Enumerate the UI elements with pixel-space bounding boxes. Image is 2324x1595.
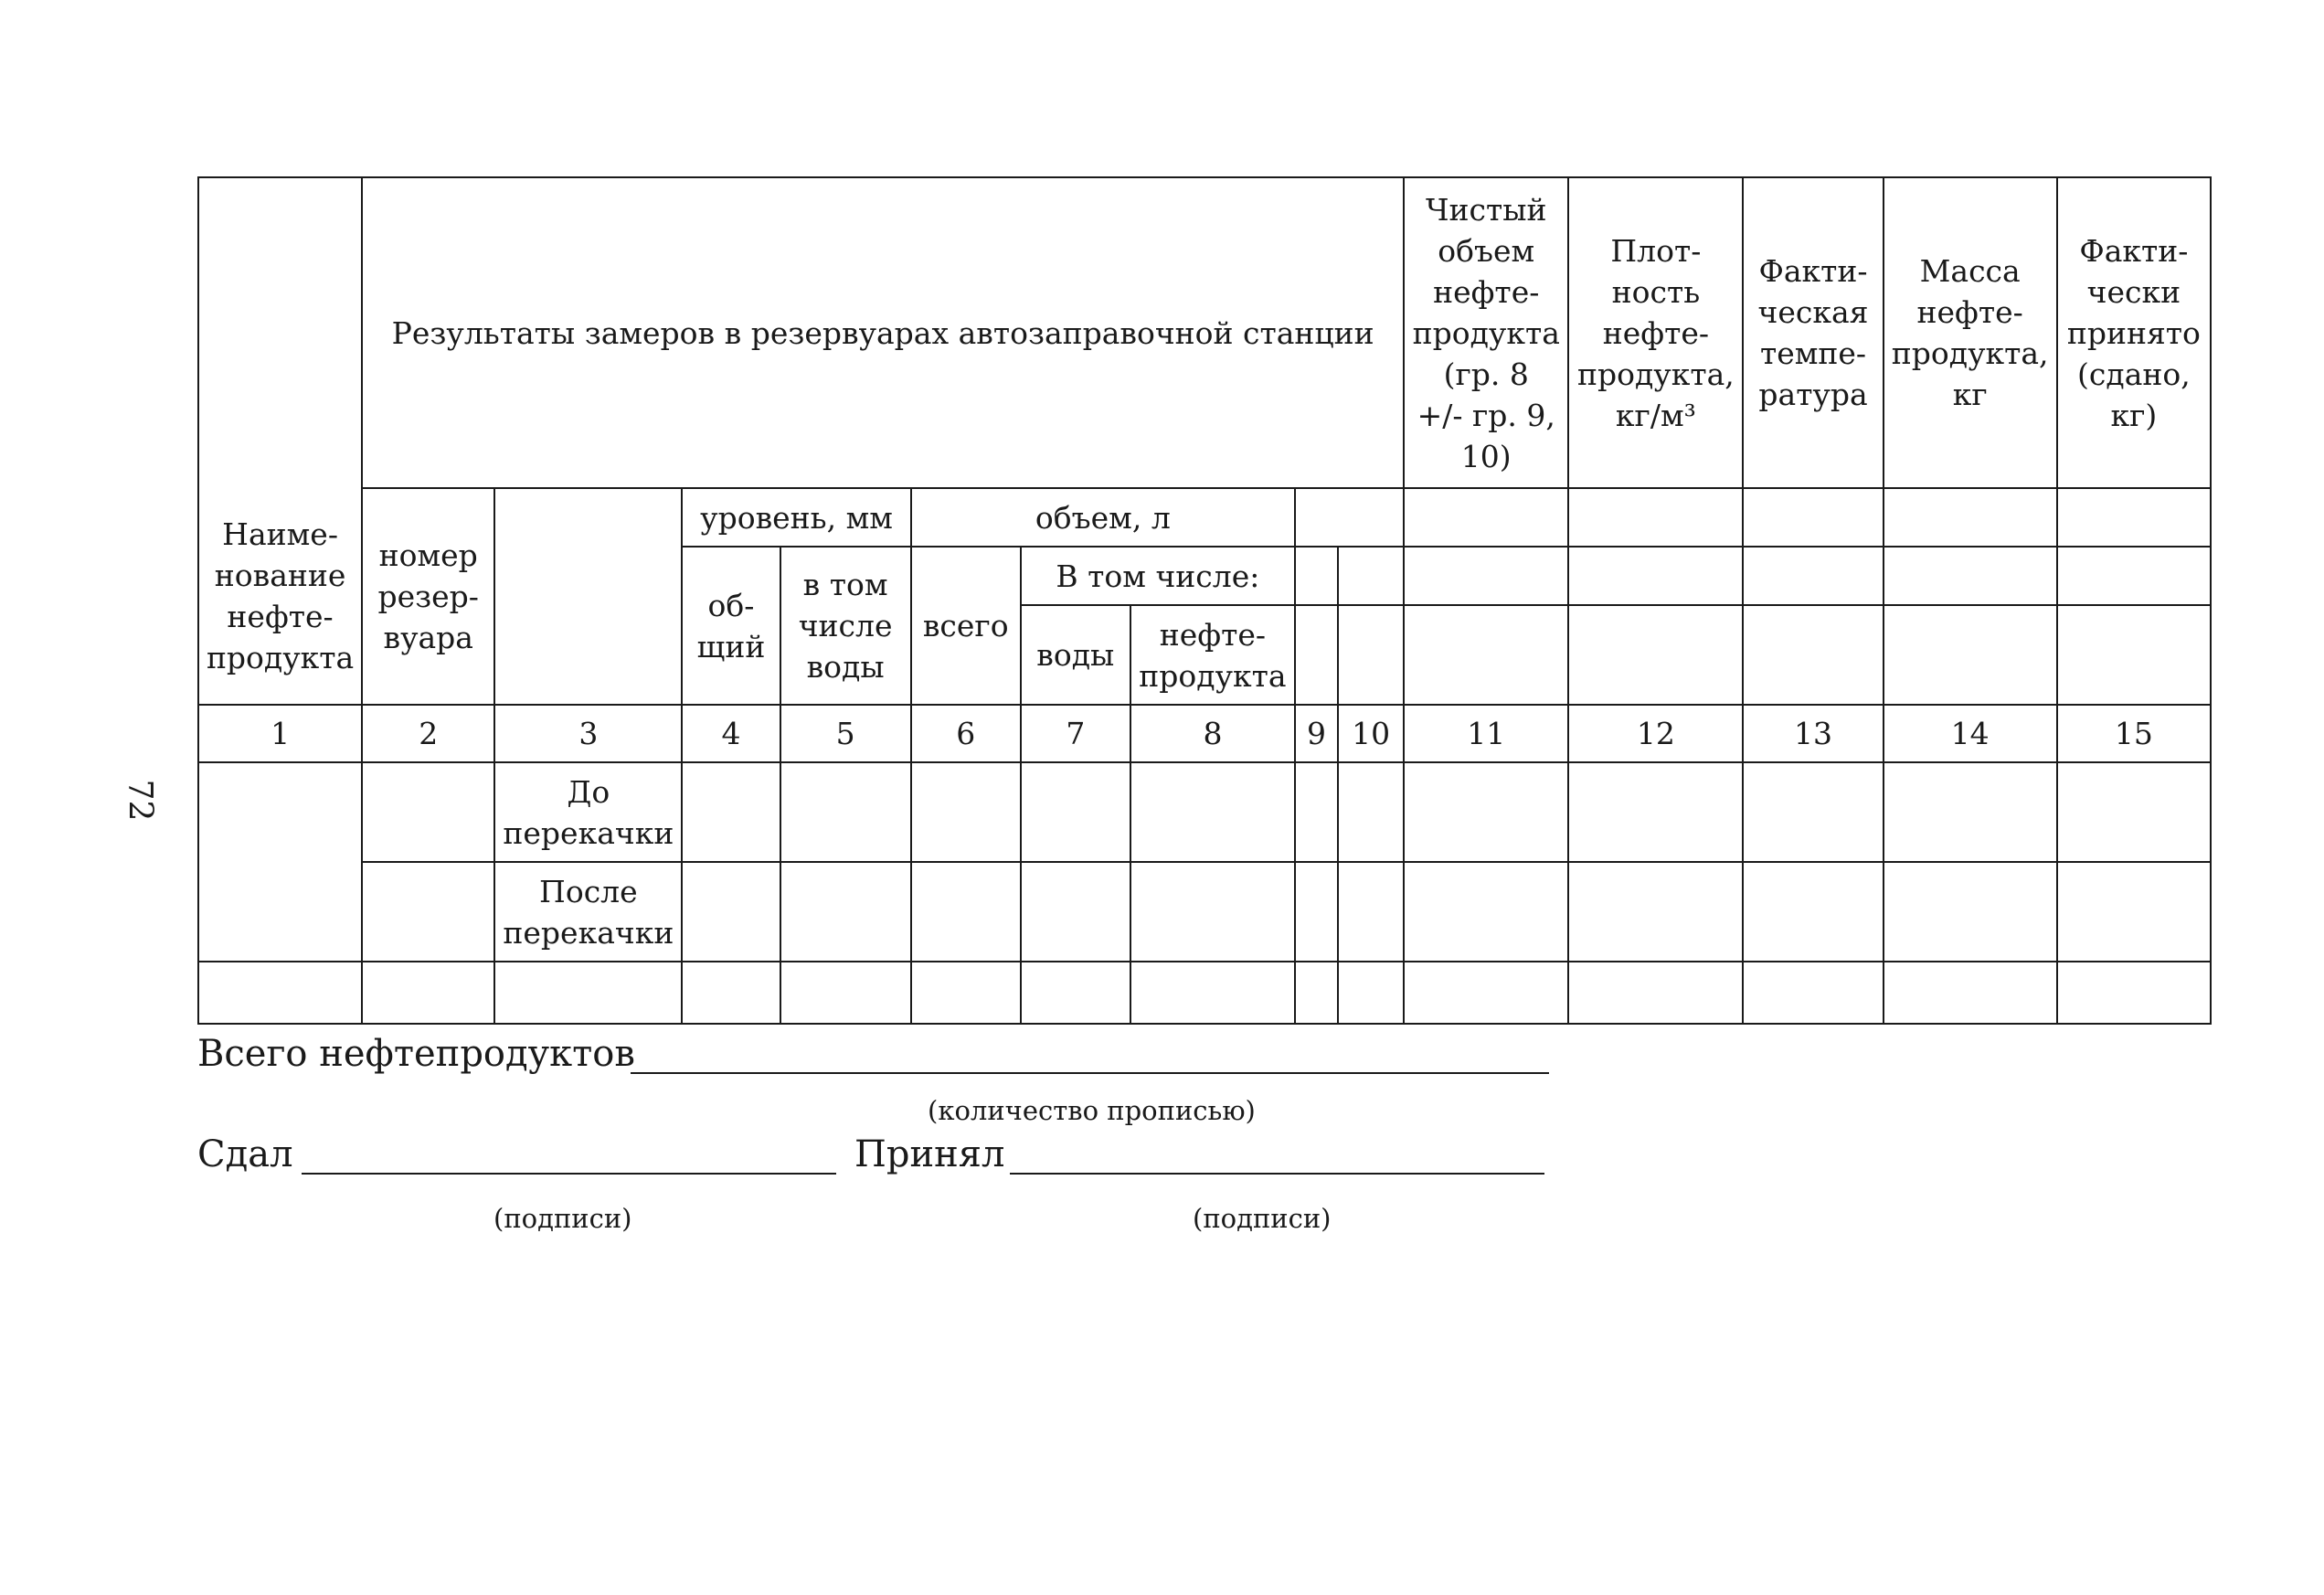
data-cell[interactable]: [1404, 862, 1568, 962]
data-cell[interactable]: [1130, 962, 1295, 1024]
column-number: 15: [2057, 705, 2211, 762]
group-header: Результаты замеров в резервуарах автозаправочной станции: [362, 177, 1404, 488]
blank-cell: [1743, 547, 1883, 605]
column-number: 4: [682, 705, 780, 762]
data-cell[interactable]: [2057, 762, 2211, 862]
blank-cell: [1338, 605, 1404, 705]
data-cell[interactable]: [1295, 962, 1338, 1024]
blank-cell: [2057, 605, 2211, 705]
column-number: 11: [1404, 705, 1568, 762]
data-cell[interactable]: [1568, 762, 1743, 862]
blank-cell: [1743, 488, 1883, 547]
data-cell[interactable]: [1404, 962, 1568, 1024]
blank-cell: [1404, 488, 1568, 547]
column-number: 10: [1338, 705, 1404, 762]
col1-header: Наиме- нование нефте- продукта: [198, 177, 362, 705]
data-cell[interactable]: [2057, 962, 2211, 1024]
blank-cell: [1404, 605, 1568, 705]
column-number: 14: [1884, 705, 2057, 762]
column-number: 6: [911, 705, 1021, 762]
column-number: 5: [780, 705, 911, 762]
data-cell[interactable]: [198, 962, 362, 1024]
data-cell[interactable]: [780, 762, 911, 862]
received-signature-line[interactable]: [1010, 1173, 1544, 1175]
blank-cell: [1884, 605, 2057, 705]
data-cell[interactable]: [1884, 862, 2057, 962]
col3-header: [494, 488, 682, 705]
blank-cell: [1295, 605, 1338, 705]
data-cell[interactable]: [1568, 862, 1743, 962]
tank-number-cell[interactable]: [362, 862, 494, 962]
data-cell[interactable]: [2057, 862, 2211, 962]
blank-cell: [2057, 547, 2211, 605]
data-cell[interactable]: [1130, 862, 1295, 962]
blank-cell: [1568, 547, 1743, 605]
row-before-label: До перекачки: [494, 762, 682, 862]
data-cell[interactable]: [1404, 762, 1568, 862]
col7-header: воды: [1021, 605, 1130, 705]
col5-header: в том числе воды: [780, 547, 911, 705]
data-cell[interactable]: [1884, 962, 2057, 1024]
data-cell[interactable]: [1568, 962, 1743, 1024]
data-cell[interactable]: [1021, 962, 1130, 1024]
data-cell[interactable]: [911, 762, 1021, 862]
total-caption: (количество прописью): [928, 1095, 1256, 1126]
volume-header: объем, л: [911, 488, 1295, 547]
column-number: 9: [1295, 705, 1338, 762]
signature-caption-right: (подписи): [1193, 1203, 1332, 1234]
data-cell[interactable]: [1338, 962, 1404, 1024]
product-name-cell[interactable]: [198, 762, 362, 962]
col12-header: Плот- ность нефте- продукта, кг/м³: [1568, 177, 1743, 488]
data-cell[interactable]: [1295, 762, 1338, 862]
col4-header: об- щий: [682, 547, 780, 705]
column-number: 13: [1743, 705, 1883, 762]
column-number: 2: [362, 705, 494, 762]
blank-cell: [1884, 547, 2057, 605]
col8-header: нефте- продукта: [1130, 605, 1295, 705]
data-cell[interactable]: [682, 862, 780, 962]
data-cell[interactable]: [911, 962, 1021, 1024]
level-header: уровень, мм: [682, 488, 910, 547]
row-after-label: После перекачки: [494, 862, 682, 962]
handed-label: Сдал: [197, 1133, 293, 1175]
col2-header: номер резер- вуара: [362, 488, 494, 705]
blank-cell: [1568, 488, 1743, 547]
col15-header: Факти- чески принято (сдано, кг): [2057, 177, 2211, 488]
blank-cell: [1568, 605, 1743, 705]
data-cell[interactable]: [494, 962, 682, 1024]
blank-cell: [1338, 547, 1404, 605]
column-number: 3: [494, 705, 682, 762]
data-cell[interactable]: [1743, 762, 1883, 862]
data-cell[interactable]: [1743, 862, 1883, 962]
data-cell[interactable]: [1295, 862, 1338, 962]
tank-measurement-table: [197, 176, 2212, 1025]
data-cell[interactable]: [682, 762, 780, 862]
signature-caption-left: (подписи): [493, 1203, 632, 1234]
data-cell[interactable]: [911, 862, 1021, 962]
blank-cell: [1295, 488, 1404, 547]
data-cell[interactable]: [780, 962, 911, 1024]
received-label: Принял: [854, 1133, 1005, 1175]
column-number: 1: [198, 705, 362, 762]
incl-header: В том числе:: [1021, 547, 1295, 605]
blank-cell: [1404, 547, 1568, 605]
total-amount-line[interactable]: [631, 1072, 1549, 1074]
blank-cell: [1884, 488, 2057, 547]
column-number: 8: [1130, 705, 1295, 762]
data-cell[interactable]: [362, 962, 494, 1024]
total-label: Всего нефтепродуктов: [197, 1033, 635, 1075]
data-cell[interactable]: [682, 962, 780, 1024]
data-cell[interactable]: [1130, 762, 1295, 862]
column-number: 12: [1568, 705, 1743, 762]
col14-header: Масса нефте- продукта, кг: [1884, 177, 2057, 488]
data-cell[interactable]: [1338, 862, 1404, 962]
col11-header: Чистый объем нефте- продукта (гр. 8 +/- гр. 9, 10): [1404, 177, 1568, 488]
data-cell[interactable]: [1021, 762, 1130, 862]
blank-cell: [2057, 488, 2211, 547]
blank-cell: [1743, 605, 1883, 705]
data-cell[interactable]: [1743, 962, 1883, 1024]
tank-number-cell[interactable]: [362, 762, 494, 862]
data-cell[interactable]: [1021, 862, 1130, 962]
column-number: 7: [1021, 705, 1130, 762]
col13-header: Факти- ческая темпе- ратура: [1743, 177, 1883, 488]
data-cell[interactable]: [1884, 762, 2057, 862]
data-cell[interactable]: [780, 862, 911, 962]
col6-header: всего: [911, 547, 1021, 705]
page-number: 72: [121, 779, 159, 822]
blank-cell: [1295, 547, 1338, 605]
data-cell[interactable]: [1338, 762, 1404, 862]
handed-signature-line[interactable]: [302, 1173, 836, 1175]
